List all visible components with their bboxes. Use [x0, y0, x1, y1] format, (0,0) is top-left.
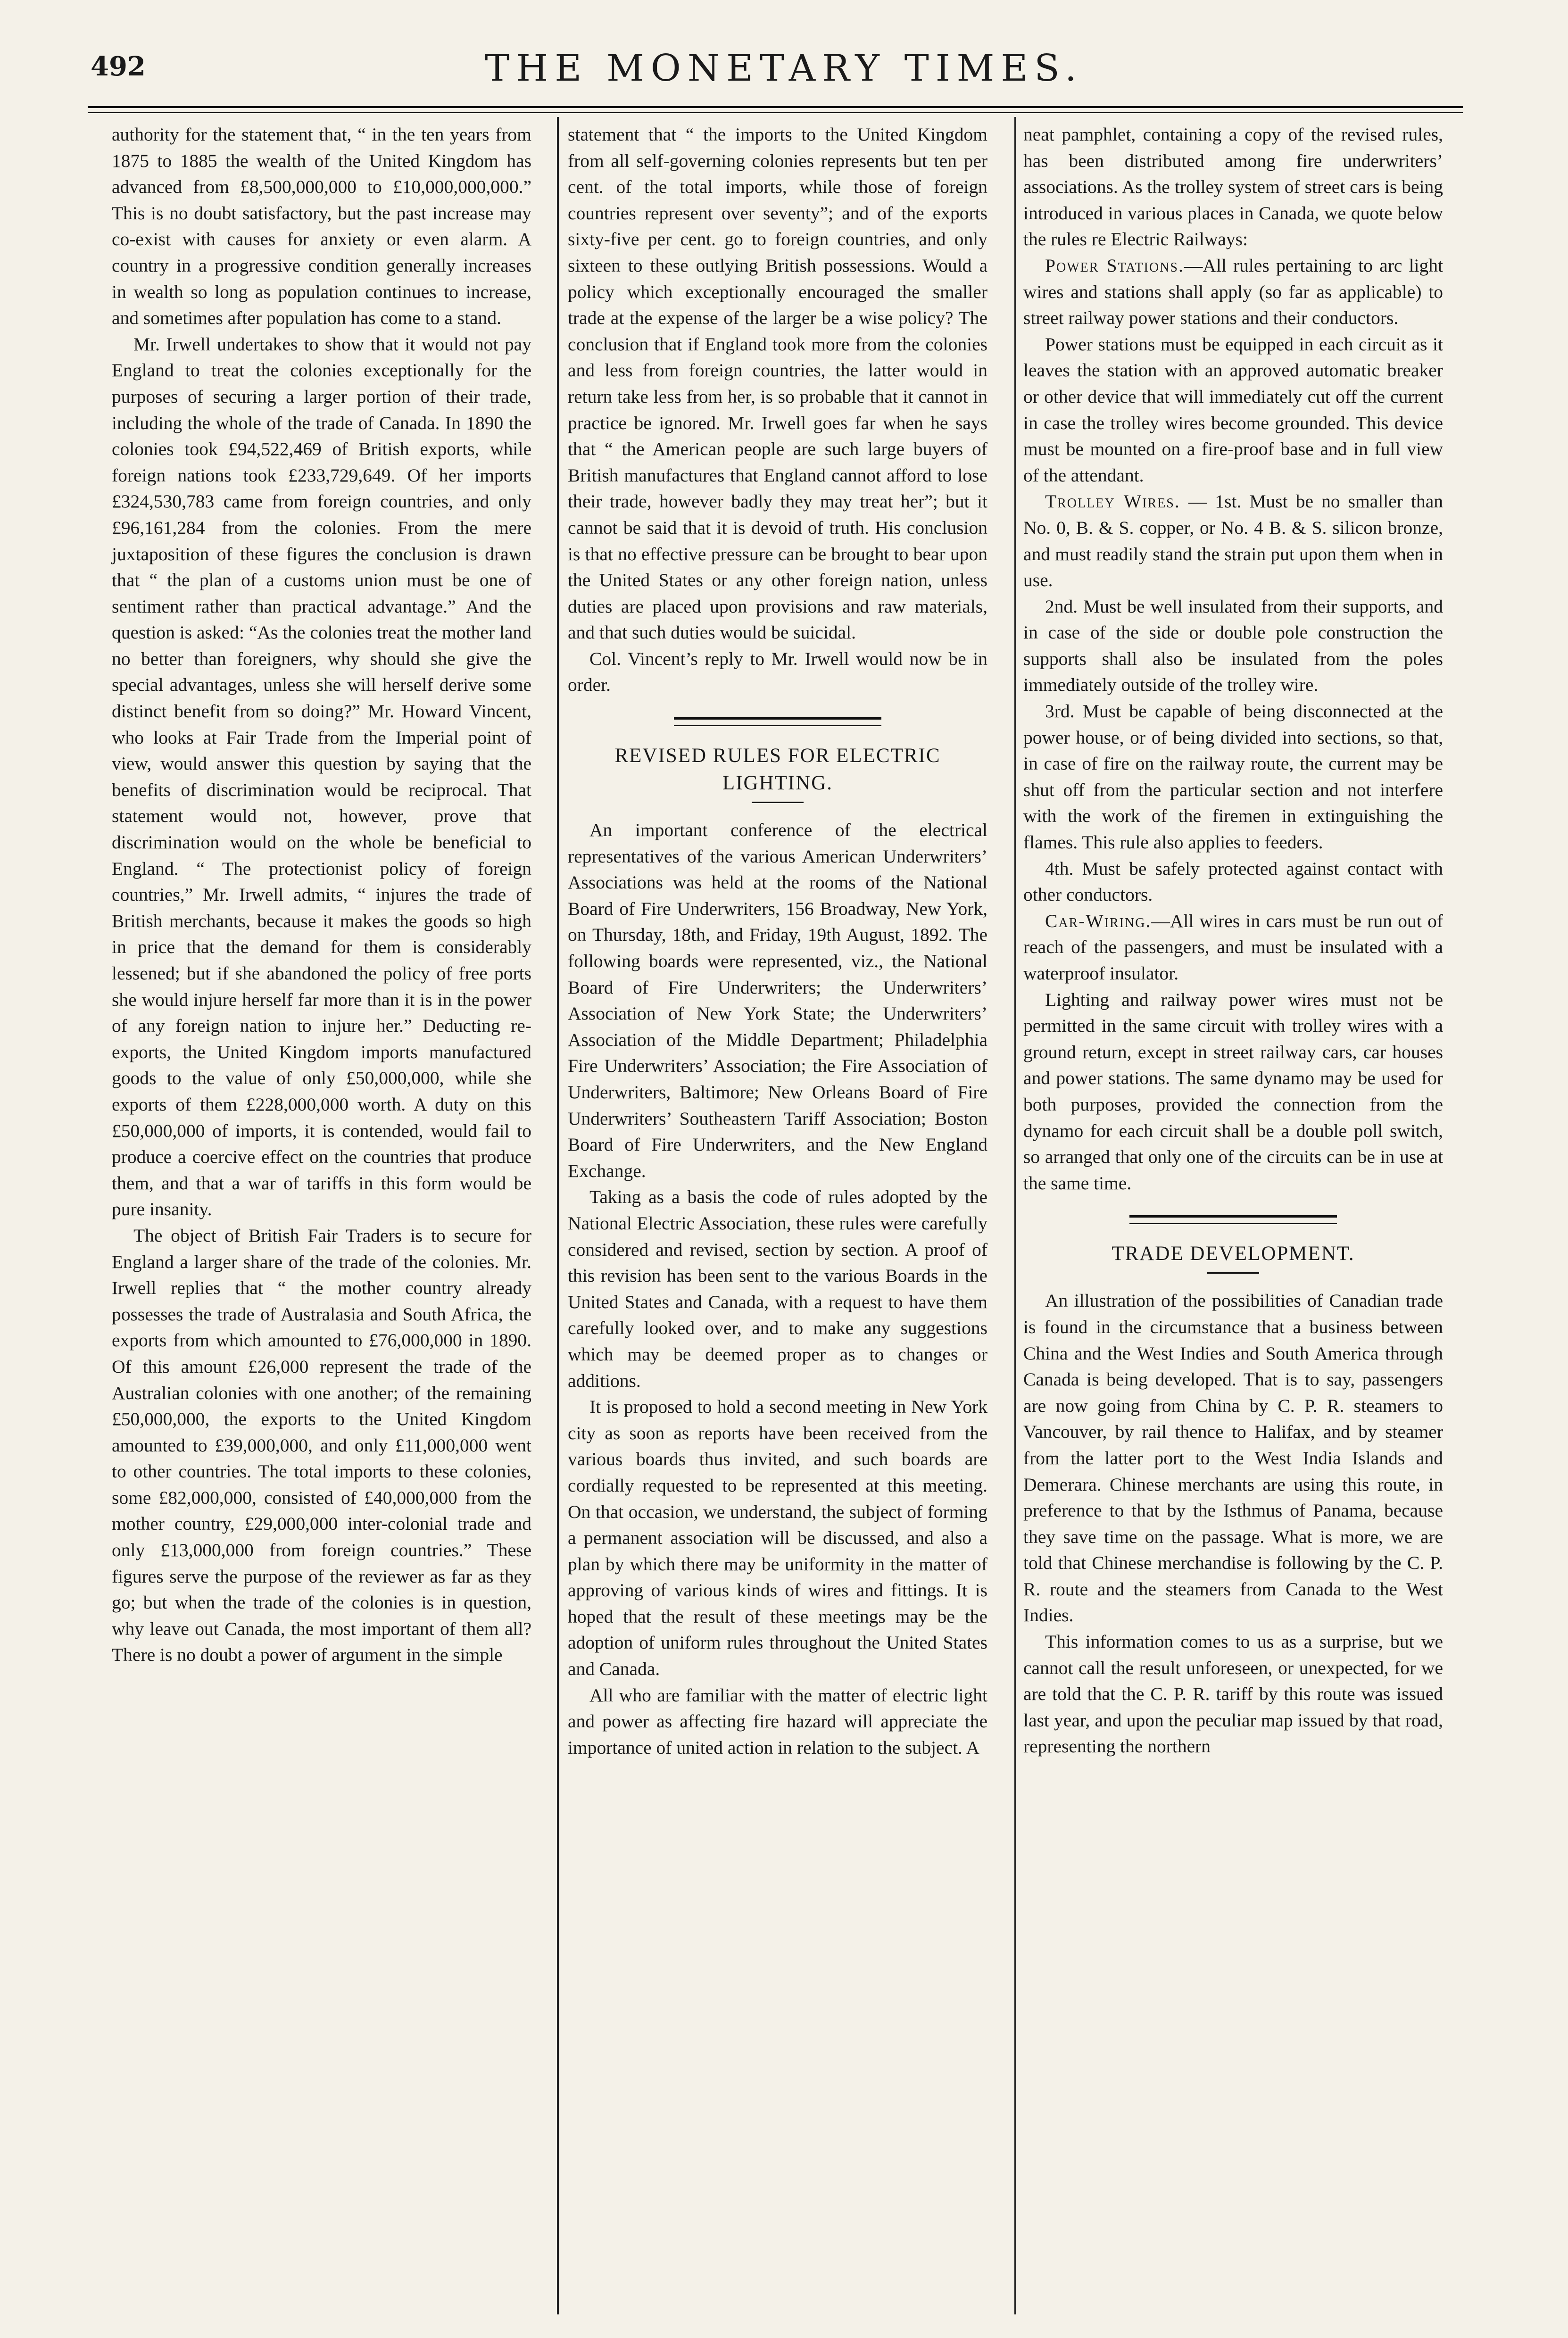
col1-paragraph-3: The object of British Fair Traders is to secure for England a larger share of the trade of the colonies. Mr. Irwell replies that “ the mother country already possesses the trade of Australasia and South Africa, the exports from which amounted to £76,000,000 in 1890. Of this amount £26,000 represent the trade of the Australian colonies with one another; of the remaining £50,000,000, the exports to the United Kingdom amounted to £39,000,000, and only £11,000,000 went to other countries. The total imports to these colonies, some £82,000,000, consisted of £40,000,000 from the mother country, £29,000,000 inter-colonial trade and only £13,000,000 from foreign countries.” These figures serve the purpose of the reviewer as far as they go; but when the trade of the colonies is in question, why leave out Canada, the most important of them all? There is no doubt a power of argument in the simple [112, 1225, 531, 1666]
col3-paragraph-7: 4th. Must be safely protected against contact with other conductors. [1023, 858, 1443, 905]
heading-trade-development: TRADE DEVELOPMENT. [1112, 1243, 1355, 1265]
column-divider-1 [557, 117, 559, 2314]
column-3 [1023, 122, 1443, 1760]
col2-paragraph-2: Col. Vincent’s reply to Mr. Irwell would now be in order. [568, 648, 987, 696]
column-divider-2 [1014, 117, 1016, 2314]
text-trolley-wires: — 1st. Must be no smaller than No. 0, B. & S. copper, or No. 4 B. & S. silicon bronze, and must readily stand the strain put upon them when in use. [1023, 491, 1443, 591]
column-1 [112, 122, 531, 1668]
text-car-wiring: —All wires in cars must be run out of reach of the passengers, and must be insulated with a waterproof insulator. [1023, 910, 1443, 984]
col3-paragraph-5: 2nd. Must be well insulated from their supports, and in case of the side or double pole construction the supports shall also be insulated from the poles immediately outside of the trolley wire. [1023, 596, 1443, 696]
page-number: 492 [91, 51, 146, 82]
col3-paragraph-10: An illustration of the possibilities of Canadian trade is found in the circumstance that a business between China and the West Indies and South America through Canada is being developed. That is to say, passengers are now going from China by C. P. R. steamers to Vancouver, by rail thence to Halifax, and by steamer from the latter port to the West India Islands and Demerara. Chinese merchants are using this route, in preference to that by the Isthmus of Panama, because they save time on the passage. What is more, we are told that Chinese merchandise is following by the C. P. R. route and the steamers from Canada to the West Indies. [1023, 1290, 1443, 1626]
col3-paragraph-car-wiring [1023, 908, 1443, 987]
col3-paragraph-power-stations [1023, 253, 1443, 332]
label-power-stations: Power Stations. [1045, 255, 1184, 276]
section-ornament-rule [674, 717, 881, 726]
col3-paragraph-9: Lighting and railway power wires must not be permitted in the same circuit with trolley wires with a ground return, except in street railway cars, car houses and power stations. The same dynamo may be used for both purposes, provided the connection from the dynamo for each circuit shall be a double poll switch, so arranged that only one of the circuits can be in use at the same time. [1023, 989, 1443, 1194]
header-rule-thick [88, 106, 1463, 108]
col3-paragraph-trolley-wires [1023, 489, 1443, 593]
col2-paragraph-3: An important conference of the electrical representatives of the various American Underwriters’ Associations was held at the rooms of the National Board of Fire Underwriters, 156 Broadway, New York, on Thursday, 18th, and Friday, 19th August, 1892. The following boards were represented, viz., the National Board of Fire Underwriters; the Underwriters’ Association of New York State; the Underwriters’ Association of the Middle Department; Philadelphia Fire Underwriters’ Association; the Fire Association of Underwriters, Baltimore; New Orleans Board of Fire Underwriters’ Southeastern Tariff Association; Boston Board of Fire Underwriters, and the New England Exchange. [568, 820, 987, 1181]
col1-paragraph-1: authority for the statement that, “ in the ten years from 1875 to 1885 the wealth of the United Kingdom has advanced from £8,500,000,000 to £10,000,000,000.” This is no doubt satisfactory, but the past increase may co-exist with causes for anxiety or even alarm. A country in a progressive condition generally increases in wealth so long as population continues to increase, and sometimes after population has come to a stand. [112, 124, 531, 329]
col2-paragraph-6: All who are familiar with the matter of electric light and power as affecting fire hazard will appreciate the importance of united action in relation to the subject. A [568, 1684, 987, 1758]
label-car-wiring: Car-Wiring. [1045, 910, 1152, 931]
col3-paragraph-1: neat pamphlet, containing a copy of the revised rules, has been distributed among fire underwriters’ associations. As the trolley system of street cars is being introduced in various places in Canada, we quote below the rules re Electric Railways: [1023, 124, 1443, 250]
heading-short-rule [752, 802, 804, 803]
col2-paragraph-1: statement that “ the imports to the United Kingdom from all self-governing colonies represents but ten per cent. of the total imports, while those of foreign countries represent over seventy”; and of the exports sixty-five per cent. go to foreign countries, and only sixteen to these outlying British possessions. Would a policy which exceptionally encouraged the smaller trade at the expense of the larger be a wise policy? The conclusion that if England took more from the colonies and less from foreign countries, the latter would in return take less from her, is so probable that it cannot in practice be ignored. Mr. Irwell goes far when he says that “ the American people are such large buyers of British manufactures that England cannot afford to lose their trade, however badly they may treat her”; but it cannot be said that it is devoid of truth. His conclusion is that no effective pressure can be brought to bear upon the United States or any other foreign nation, unless duties are placed upon provisions and raw materials, and that such duties would be suicidal. [568, 124, 987, 643]
column-2 [568, 122, 987, 1761]
col3-paragraph-6: 3rd. Must be capable of being disconnected at the power house, or of being divided into sections, so that, in case of fire on the railway route, the current may be shut off from the particular section and not interfere with the work of the firemen in extinguishing the flames. This rule also applies to feeders. [1023, 701, 1443, 853]
masthead: THE MONETARY TIMES. [485, 47, 1083, 90]
text-power-stations: —All rules pertaining to arc light wires and stations shall apply (so far as applicable) to street railway power stations and their conductors. [1023, 255, 1443, 329]
section-ornament-rule-2 [1129, 1215, 1337, 1224]
col3-paragraph-11: This information comes to us as a surprise, but we cannot call the result unforeseen, or unexpected, for we are told that the C. P. R. tariff by this route was issued last year, and upon the peculiar map issued by that road, representing the northern [1023, 1631, 1443, 1757]
col2-paragraph-4: Taking as a basis the code of rules adopted by the National Electric Association, these rules were carefully considered and revised, section by section. A proof of this revision has been sent to the various Boards in the United States and Canada, with a request to have them carefully looked over, and to make any suggestions which may be deemed proper as to changes or additions. [568, 1186, 987, 1391]
col2-paragraph-5: It is proposed to hold a second meeting in New York city as soon as reports have been received from the various boards thus invited, and such boards are cordially requested to be represented at this meeting. On that occasion, we understand, the subject of forming a permanent association will be discussed, and also a plan by which there may be uniformity in the matter of approving of various kinds of wires and fittings. It is hoped that the result of these meetings may be the adoption of uniform rules throughout the United States and Canada. [568, 1396, 987, 1680]
col3-paragraph-3: Power stations must be equipped in each circuit as it leaves the station with an approved automatic breaker or other device that will immediately cut off the current in case the trolley wires become grounded. This device must be mounted on a fire-proof base and in full view of the attendant. [1023, 333, 1443, 486]
col1-paragraph-2: Mr. Irwell undertakes to show that it would not pay England to treat the colonies exceptionally for the purposes of securing a larger portion of their trade, including the whole of the trade of Canada. In 1890 the colonies took £94,522,469 of British exports, while foreign nations took £233,729,649. Of her imports £324,530,783 came from foreign countries, and only £96,161,284 from the colonies. From the mere juxtaposition of these figures the conclusion is drawn that “ the plan of a customs union must be one of sentiment rather than practical advantage.” And the question is asked: “As the colonies treat the mother land no better than foreigners, why should she give the special advantages, unless she will herself derive some distinct benefit from so doing?” Mr. Howard Vincent, who looks at Fair Trade from the Imperial point of view, would answer this question by saying that the benefits of discrimination would be reciprocal. That statement would not, however, prove that discrimination would on the whole be beneficial to England. “ The protectionist policy of foreign countries,” Mr. Irwell admits, “ injures the trade of British merchants, because it makes the goods so high in price that the demand for them is considerably lessened; but if she abandoned the policy of free ports she would injure herself far more than it is in the power of any foreign nation to injure her.” Deducting re-exports, the United Kingdom imports manufactured goods to the value of only £50,000,000, while she exports of them £228,000,000 worth. A duty on this £50,000,000 of imports, it is contended, would fail to produce a coercive effect on the countries that produce them, and that a war of tariffs in this form would be pure insanity. [112, 333, 531, 1220]
heading-short-rule-2 [1207, 1272, 1259, 1274]
header-rule-thin [88, 112, 1463, 113]
heading-revised-rules: REVISED RULES FOR ELECTRIC LIGHTING. [614, 745, 941, 795]
label-trolley-wires: Trolley Wires. [1045, 491, 1180, 512]
